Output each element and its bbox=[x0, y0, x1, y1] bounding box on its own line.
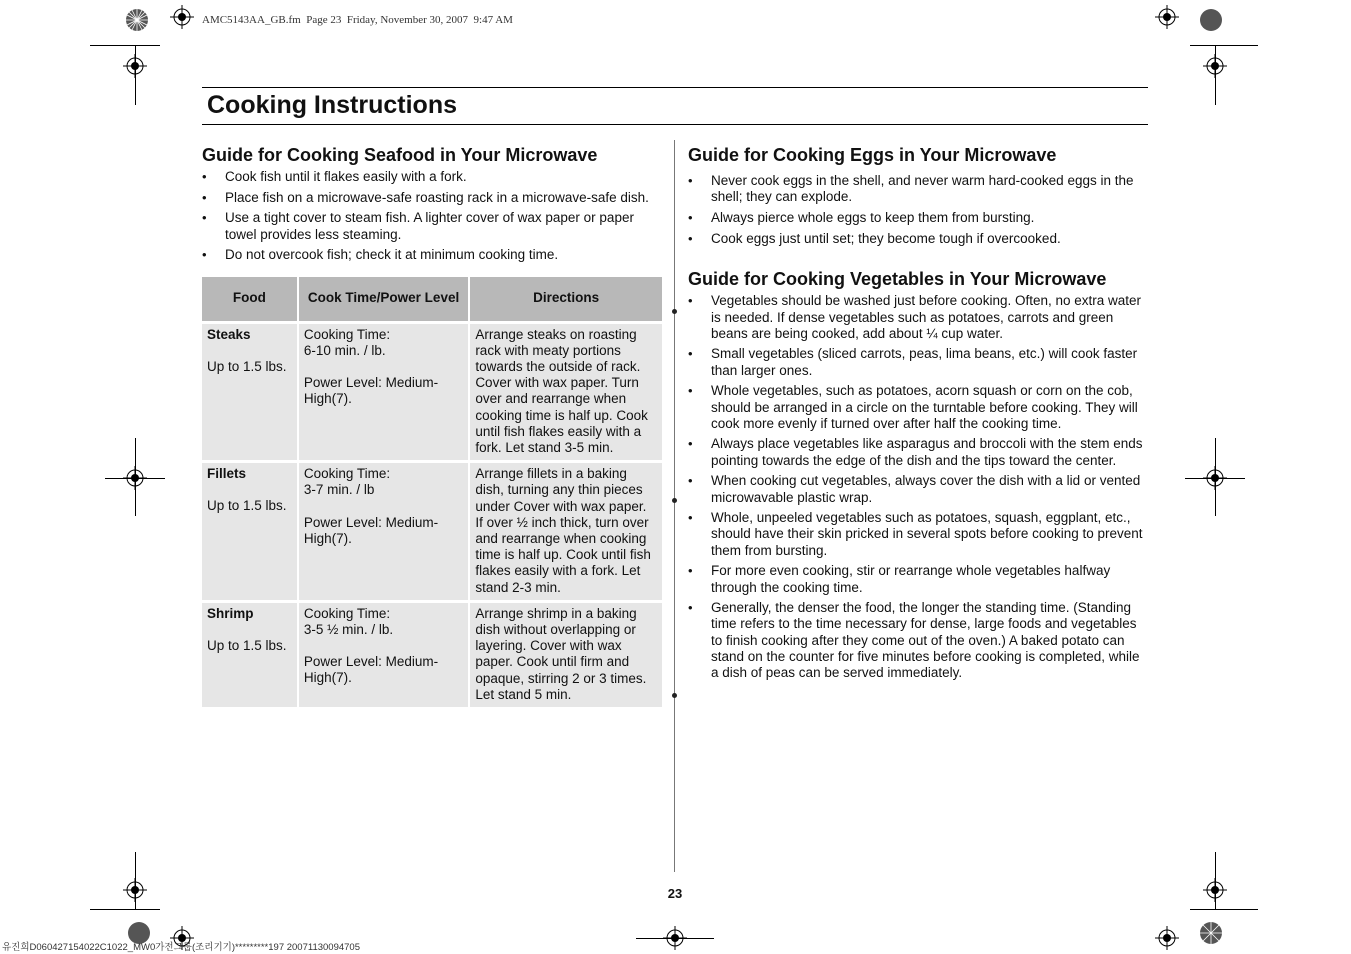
crosshair-registration-icon bbox=[1155, 926, 1179, 950]
bullet-icon: • bbox=[688, 230, 693, 246]
list-item: • Whole, unpeeled vegetables such as potatoes, squash, eggplant, etc., should have their skin pricked in several spots before cooking to prevent them from bursting. bbox=[688, 510, 1143, 558]
seafood-title: Guide for Cooking Seafood in Your Microwave bbox=[202, 145, 598, 165]
list-item: • Vegetables should be washed just before cooking. Often, no extra water is needed. If dense vegetables such as potatoes, carrots and green beans are being cooked, add about ¼ cup water. bbox=[688, 293, 1142, 341]
crosshair-registration-icon bbox=[123, 54, 147, 78]
eggs-vegetables-column bbox=[688, 144, 1148, 686]
column-divider bbox=[674, 140, 675, 872]
divider-dot bbox=[672, 693, 677, 698]
food-cell bbox=[202, 463, 297, 603]
divider-dot bbox=[672, 498, 677, 503]
table-row bbox=[202, 463, 662, 603]
cook-time-cell: Cooking Time: 3-7 min. / lb Power Level: Medium-High(7). bbox=[299, 463, 468, 603]
vegetables-bullet-list bbox=[688, 293, 1148, 681]
bullet-icon: • bbox=[688, 563, 693, 579]
eggs-bullet-list bbox=[688, 173, 1148, 247]
list-item: • When cooking cut vegetables, always cover the dish with a lid or vented microwavable plastic wrap. bbox=[688, 473, 1141, 505]
seafood-section bbox=[202, 144, 662, 710]
crosshair-registration-icon bbox=[1203, 54, 1227, 78]
bullet-icon: • bbox=[202, 210, 207, 226]
bullet-icon: • bbox=[202, 247, 207, 263]
directions-cell: Arrange steaks on roasting rack with meaty portions towards the outside of rack. Cover with wax paper. Turn over and rearrange when cooking time is half up. Cook until fish flakes easily with a fork. Let stand 3-5 min. bbox=[470, 324, 662, 464]
bullet-icon: • bbox=[688, 209, 693, 225]
crop-mark bbox=[90, 909, 160, 910]
starburst-target-icon bbox=[1199, 921, 1223, 945]
crosshair-registration-icon bbox=[663, 926, 687, 950]
food-cell bbox=[202, 324, 297, 464]
eggs-title: Guide for Cooking Eggs in Your Microwave bbox=[688, 145, 1057, 165]
column-header-cook-time: Cook Time/Power Level bbox=[299, 277, 468, 324]
food-amount: Up to 1.5 lbs. bbox=[207, 358, 287, 374]
list-item: • Always pierce whole eggs to keep them from bursting. bbox=[688, 209, 1035, 225]
list-item: • Do not overcook fish; check it at minimum cooking time. bbox=[202, 247, 559, 263]
list-item: • Generally, the denser the food, the longer the standing time. (Standing time refers to the time necessary for dense, large foods and vegetables to finish cooking after they come out of the oven.) A baked potato can stand on the counter for five minutes before cooking is completed, while a dish of peas can be served immediately. bbox=[688, 600, 1140, 681]
page-number: 23 bbox=[667, 886, 683, 901]
divider-dot bbox=[672, 309, 677, 314]
bullet-icon: • bbox=[688, 173, 693, 188]
crop-mark bbox=[1190, 45, 1258, 46]
column-header-food: Food bbox=[202, 277, 297, 324]
cook-time-cell: Cooking Time: 3-5 ½ min. / lb. Power Level: Medium-High(7). bbox=[299, 603, 468, 710]
footer-slug: 유진희D060427154022C1022_MW0가전그룹(조리기기)*********197 20071130094705 bbox=[2, 942, 361, 953]
bullet-icon: • bbox=[688, 346, 693, 362]
crosshair-registration-icon bbox=[170, 5, 194, 29]
file-slug: AMC5143AA_GB.fm Page 23 Friday, November 30, 2007 9:47 AM bbox=[202, 14, 513, 26]
crosshair-registration-icon bbox=[1203, 878, 1227, 902]
crop-mark bbox=[1190, 909, 1258, 910]
food-cell bbox=[202, 603, 297, 710]
list-item: • Use a tight cover to steam fish. A lighter cover of wax paper or paper towel provides less steaming. bbox=[202, 210, 634, 242]
food-name: Fillets bbox=[207, 466, 247, 482]
directions-cell: Arrange shrimp in a baking dish without overlapping or layering. Cover with wax paper. Cook until firm and opaque, stirring 2 or 3 times. Let stand 5 min. bbox=[470, 603, 662, 710]
food-name: Steaks bbox=[207, 326, 251, 342]
food-name: Shrimp bbox=[207, 605, 254, 621]
list-item: • Place fish on a microwave-safe roasting rack in a microwave-safe dish. bbox=[202, 189, 649, 205]
column-header-directions: Directions bbox=[470, 277, 662, 324]
table-row bbox=[202, 324, 662, 464]
list-item: • Never cook eggs in the shell, and never warm hard-cooked eggs in the shell; they can explode. bbox=[688, 173, 1134, 205]
crosshair-registration-icon bbox=[123, 878, 147, 902]
crosshair-registration-icon bbox=[123, 466, 147, 490]
power-level: Power Level: Medium-High(7). bbox=[303, 374, 439, 407]
bullet-icon: • bbox=[688, 510, 693, 526]
bullet-icon: • bbox=[688, 473, 693, 489]
cook-time: 3-5 ½ min. / lb. bbox=[303, 621, 394, 637]
table-header-row bbox=[202, 277, 662, 324]
list-item: • Always place vegetables like asparagus and broccoli with the stem ends pointing towards the edge of the dish and the tips toward the center. bbox=[688, 436, 1143, 468]
page-header bbox=[202, 87, 1148, 125]
seafood-bullet-list bbox=[202, 169, 662, 264]
crosshair-registration-icon bbox=[1203, 466, 1227, 490]
bullet-icon: • bbox=[202, 169, 207, 184]
list-item: • Small vegetables (sliced carrots, peas, lima beans, etc.) will cook faster than larger ones. bbox=[688, 346, 1138, 378]
page-title: Cooking Instructions bbox=[207, 91, 457, 119]
food-amount: Up to 1.5 lbs. bbox=[207, 637, 287, 653]
bullet-icon: • bbox=[202, 189, 207, 205]
bullet-icon: • bbox=[688, 436, 693, 452]
power-level: Power Level: Medium-High(7). bbox=[303, 654, 439, 686]
seafood-table bbox=[200, 277, 664, 710]
bullet-icon: • bbox=[688, 600, 693, 616]
table-row bbox=[202, 603, 662, 710]
bullet-icon: • bbox=[688, 293, 693, 309]
bullet-icon: • bbox=[688, 383, 693, 399]
list-item: • Cook fish until it flakes easily with a fork. bbox=[202, 169, 467, 184]
crop-mark bbox=[90, 45, 160, 46]
starburst-target-icon bbox=[125, 8, 149, 32]
power-level: Power Level: Medium-High(7). bbox=[303, 514, 439, 546]
list-item: • For more even cooking, stir or rearrange whole vegetables halfway through the cooking time. bbox=[688, 563, 1111, 595]
cook-time: 3-7 min. / lb bbox=[303, 482, 375, 498]
cook-time-cell: Cooking Time: 6-10 min. / lb. Power Level: Medium-High(7). bbox=[299, 324, 468, 464]
crosshair-registration-icon bbox=[1155, 5, 1179, 29]
directions-cell: Arrange fillets in a baking dish, turning any thin pieces under Cover with wax paper. If over ½ inch thick, turn over and rearrange when cooking time is half up. Cook until fish flakes easily with a fork. Let stand 2-3 min. bbox=[470, 463, 662, 603]
starburst-target-icon bbox=[1199, 8, 1223, 32]
vegetables-title: Guide for Cooking Vegetables in Your Microwave bbox=[688, 269, 1107, 290]
cook-time: 6-10 min. / lb. bbox=[303, 342, 386, 358]
list-item: • Cook eggs just until set; they become tough if overcooked. bbox=[688, 230, 1061, 246]
food-amount: Up to 1.5 lbs. bbox=[207, 498, 287, 514]
list-item: • Whole vegetables, such as potatoes, acorn squash or corn on the cob, should be arranged in a circle on the turntable before cooking. They will cook more evenly if turned over after half the cooking time. bbox=[688, 383, 1138, 431]
